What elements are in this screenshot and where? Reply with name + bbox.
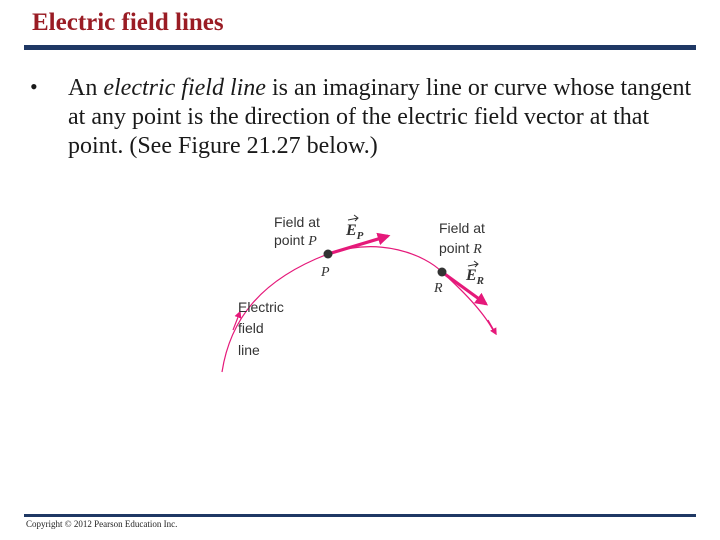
field-line-arrow-end [488,320,496,334]
label-r-point-word: point [439,240,474,256]
title-divider [24,45,696,50]
label-p-point-symbol: P [308,234,317,249]
vector-er-subscript: R [476,275,485,287]
field-line-label-line3: line [238,342,260,358]
label-p-point-word: point [274,232,309,248]
vector-ep-subscript: P [356,230,364,242]
point-r-dot [438,268,447,277]
label-p-line1: Field at [274,214,320,230]
slide-title: Electric field lines [32,9,224,36]
vector-er-label [465,267,484,287]
footer-divider [24,514,696,517]
field-line-figure [200,200,520,385]
field-line-label-line1: Electric [238,299,284,315]
bullet-text-post: is an imaginary line or curve whose tangent at any point is the direction of the electric field vector at that point. (See Figure 21.27 below.) [68,75,692,159]
label-p-line2 [274,232,317,249]
vector-ep-label [345,222,364,242]
bullet-term: electric field line [103,75,266,101]
vector-ep-overarrow [348,215,358,221]
vector-er-symbol: E [466,267,477,284]
copyright-notice: Copyright © 2012 Pearson Education Inc. [26,519,178,529]
label-r-line2 [439,240,482,257]
bullet-symbol: • [30,74,38,99]
bullet-text-pre: An [68,75,104,101]
point-p-dot [324,250,333,259]
point-r-label: R [434,281,443,296]
field-line-label-line2: field [238,320,264,336]
vector-ep-symbol: E [346,222,357,239]
bullet-text [68,74,708,160]
point-p-label: P [321,265,330,280]
label-r-line1: Field at [439,220,485,236]
label-r-point-symbol: R [473,242,482,257]
